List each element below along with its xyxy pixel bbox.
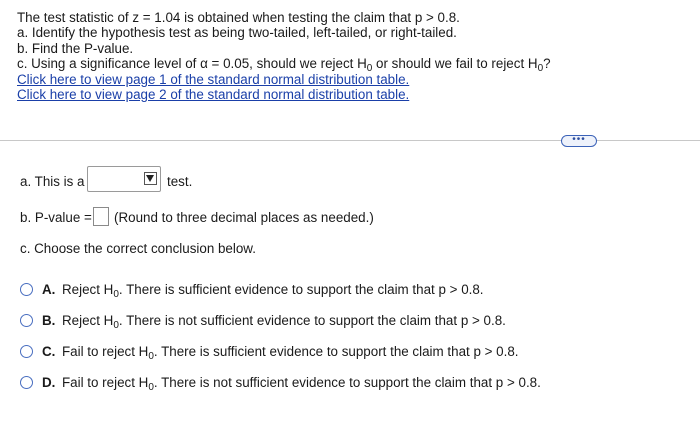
option-letter: C. — [42, 344, 56, 359]
chevron-down-icon[interactable] — [144, 172, 157, 185]
option-letter: A. — [42, 282, 56, 297]
part-c-prompt: c. Choose the correct conclusion below. — [20, 241, 256, 256]
option-letter: B. — [42, 313, 56, 328]
question-part-c — [17, 56, 687, 75]
more-options-button[interactable]: ••• — [561, 135, 597, 147]
question-part-c-text: c. Using a significance level of α = 0.05, should we reject H — [17, 56, 367, 72]
radio-button[interactable] — [20, 376, 33, 389]
option-text-post: . There is not sufficient evidence to support the claim that p > 0.8. — [118, 313, 506, 328]
radio-button[interactable] — [20, 314, 33, 327]
option-text-pre: Fail to reject H — [62, 344, 149, 359]
p-value-input[interactable] — [93, 207, 109, 226]
option-text — [62, 282, 484, 300]
question-statement — [17, 10, 687, 25]
option-text — [62, 375, 541, 393]
option-text-post: . There is sufficient evidence to support the claim that p > 0.8. — [118, 282, 484, 297]
tail-type-dropdown[interactable] — [87, 166, 161, 192]
option-text — [62, 313, 506, 331]
h0-subscript: 0 — [537, 63, 544, 75]
table-page-2-link[interactable]: Click here to view page 2 of the standard normal distribution table. — [17, 87, 410, 103]
option-text-pre: Reject H — [62, 282, 114, 297]
option-text-pre: Fail to reject H — [62, 375, 149, 390]
radio-button[interactable] — [20, 345, 33, 358]
option-text-post: . There is sufficient evidence to support the claim that p > 0.8. — [153, 344, 519, 359]
question-part-b: b. Find the P-value. — [17, 40, 134, 56]
h0-subscript: 0 — [148, 351, 154, 362]
part-a-suffix: test. — [167, 174, 193, 189]
part-b-instruction: (Round to three decimal places as needed.) — [114, 210, 374, 225]
h0-subscript: 0 — [148, 382, 154, 393]
h0-subscript: 0 — [113, 289, 119, 300]
question-part-c-mid: or should we fail to reject H — [372, 56, 538, 72]
option-text-post: . There is not sufficient evidence to support the claim that p > 0.8. — [153, 375, 541, 390]
option-letter: D. — [42, 375, 56, 390]
question-part-c-end: ? — [543, 56, 551, 72]
part-a-label: a. This is a — [20, 174, 85, 189]
question-part-a: a. Identify the hypothesis test as being two-tailed, left-tailed, or right-tailed. — [17, 25, 457, 41]
question-line-1: The test statistic of z = 1.04 is obtained when testing the claim that p > 0.8. — [17, 10, 460, 25]
part-b-label: b. P-value = — [20, 210, 92, 225]
table-page-1-link[interactable]: Click here to view page 1 of the standard normal distribution table. — [17, 71, 410, 87]
h0-subscript: 0 — [366, 63, 373, 75]
option-text — [62, 344, 519, 362]
h0-subscript: 0 — [113, 320, 119, 331]
option-text-pre: Reject H — [62, 313, 114, 328]
radio-button[interactable] — [20, 283, 33, 296]
question-text — [17, 10, 687, 102]
